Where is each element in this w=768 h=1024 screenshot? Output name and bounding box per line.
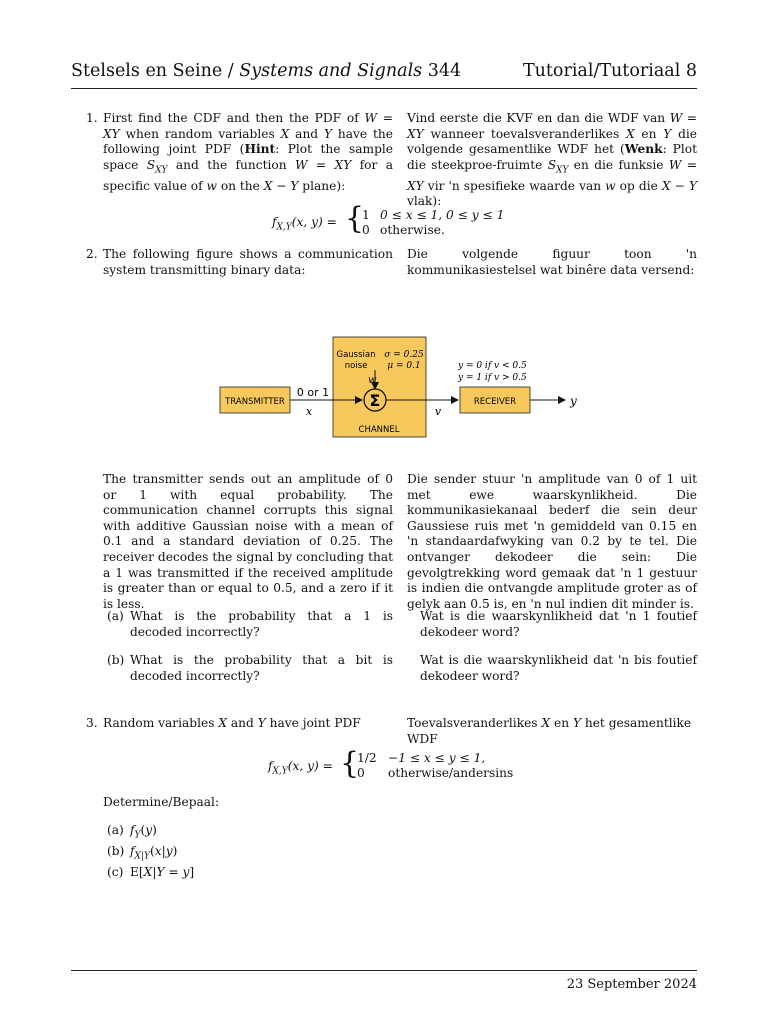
question-3-number: 3. — [86, 716, 98, 730]
y-output-label: y — [570, 394, 577, 408]
question-2b-english: What is the probability that a bit is decoded incorrectly? — [130, 653, 393, 683]
v-signal-label: v — [434, 405, 442, 418]
decision-rule-2: y = 1 if v > 0.5 — [458, 373, 527, 383]
question-2b-afrikaans: Wat is die waarskynlikheid dat 'n bis foutief dekodeer word? — [420, 653, 697, 683]
question-2-english-intro: The following figure shows a communication system transmitting binary data: — [103, 247, 393, 277]
question-3b-expression: $f_{X|Y}(x|y)$ — [130, 844, 178, 862]
question-1-english: First find the CDF and then the PDF of W = XY when random variables X and Y have the following joint PDF (Hint: Plot the sample space $S_{XY}$ and the function W = XY for a specific value of w on the X − Y plane): — [103, 111, 393, 193]
question-2b-label: (b) — [107, 653, 125, 667]
question-3b-label: (b) — [107, 844, 125, 858]
decision-rule-1: y = 0 if v < 0.5 — [458, 361, 527, 371]
question-2-number: 2. — [86, 247, 98, 261]
question-1-pdf-lhs: $f_{X,Y}(x$, y) = — [272, 215, 337, 233]
noise-w-label: w — [368, 375, 377, 386]
question-3a-label: (a) — [107, 823, 124, 837]
noise-sigma-label: σ = 0.25 — [384, 350, 424, 360]
sigma-sum-icon: Σ — [369, 391, 381, 410]
question-3-pdf-case1-value: 1/2 — [357, 751, 377, 765]
question-3c-expression: E[X|Y = y] — [130, 865, 195, 879]
question-2a-english: What is the probability that a 1 is decoded incorrectly? — [130, 609, 393, 639]
question-3-afrikaans-intro: Toevalsveranderlikes X en Y het gesamentlike WDF — [407, 716, 692, 746]
header-course-title: Stelsels en Seine / Systems and Signals 344 — [71, 61, 462, 81]
question-1-pdf-case2-value: 0 — [362, 223, 370, 237]
channel-label: CHANNEL — [358, 425, 400, 435]
x-signal-label: x — [305, 405, 313, 418]
question-2-afrikaans-body: Die sender stuur 'n amplitude van 0 of 1 uit met ewe waarskynlikheid. Die kommunikasiekanaal bederf die sein deur Gaussiese ruis met 'n gemiddeld van 0.15 en 'n standaardafwyking van 0.2 by te tel. Die ontvanger dekodeer die sein: Die gevolgtrekking word gemaak dat 'n 1 gestuur is indien die ontvangde amplitude groter as of gelyk aan 0.5 is, en 'n nul indien dit minder is. — [407, 472, 697, 611]
noise-mu-label: μ = 0.1 — [387, 361, 421, 371]
question-3-pdf-case2-value: 0 — [357, 766, 365, 780]
question-3c-label: (c) — [107, 865, 124, 879]
question-3-pdf-case2-condition: otherwise/andersins — [388, 766, 514, 780]
question-1-pdf-case1-value: 1 — [362, 208, 370, 222]
question-1-pdf-case2-condition: otherwise. — [380, 223, 445, 237]
question-1-afrikaans: Vind eerste die KVF en dan die WDF van W = XY wanneer toevalsveranderlikes X en Y die volgende gesamentlike WDF het (Wenk: Plot die steekproe-fruimte $S_{XY}$ en die funksie W = XY vir 'n spesifieke waarde van w op die X − Y vlak): — [407, 111, 697, 209]
footer-date: 23 September 2024 — [566, 977, 697, 992]
receiver-label: RECEIVER — [473, 397, 517, 407]
question-3-pdf-brace: { — [340, 746, 360, 781]
question-2-afrikaans-intro: Die volgende figuur toon 'n kommunikasiestelsel wat binêre data versend: — [407, 247, 697, 277]
input-bits-label: 0 or 1 — [296, 386, 330, 399]
question-1-pdf-case1-condition: 0 ≤ x ≤ 1, 0 ≤ y ≤ 1 — [380, 208, 505, 222]
transmitter-label: TRANSMITTER — [225, 397, 285, 407]
question-3-pdf-case1-condition: −1 ≤ x ≤ y ≤ 1, — [388, 751, 486, 765]
question-3-determine: Determine/Bepaal: — [103, 795, 220, 809]
question-2a-label: (a) — [107, 609, 124, 623]
question-2-english-body: The transmitter sends out an amplitude of 0 or 1 with equal probability. The communication channel corrupts this signal with additive Gaussian noise with a mean of 0.1 and a standard deviation of 0.25. The receiver decodes the signal by concluding that a 1 was transmitted if the received amplitude is greater than or equal to 0.5, and a zero if it is less. — [103, 472, 393, 611]
question-1-pdf-brace: { — [345, 201, 365, 236]
question-3-pdf-lhs: $f_{X,Y}(x$, y) = — [268, 759, 333, 777]
question-3-english-intro: Random variables X and Y have joint PDF — [103, 716, 361, 730]
question-2a-afrikaans: Wat is die waarskynlikheid dat 'n 1 foutief dekodeer word? — [420, 609, 697, 639]
noise-label-line1: Gaussian — [336, 350, 376, 360]
footer-rule — [71, 970, 697, 971]
question-1-number: 1. — [86, 111, 98, 125]
question-3a-expression: $f_Y(y)$ — [130, 823, 157, 841]
header-tutorial-label: Tutorial/Tutoriaal 8 — [522, 61, 697, 81]
noise-label-line2: noise — [344, 361, 368, 371]
